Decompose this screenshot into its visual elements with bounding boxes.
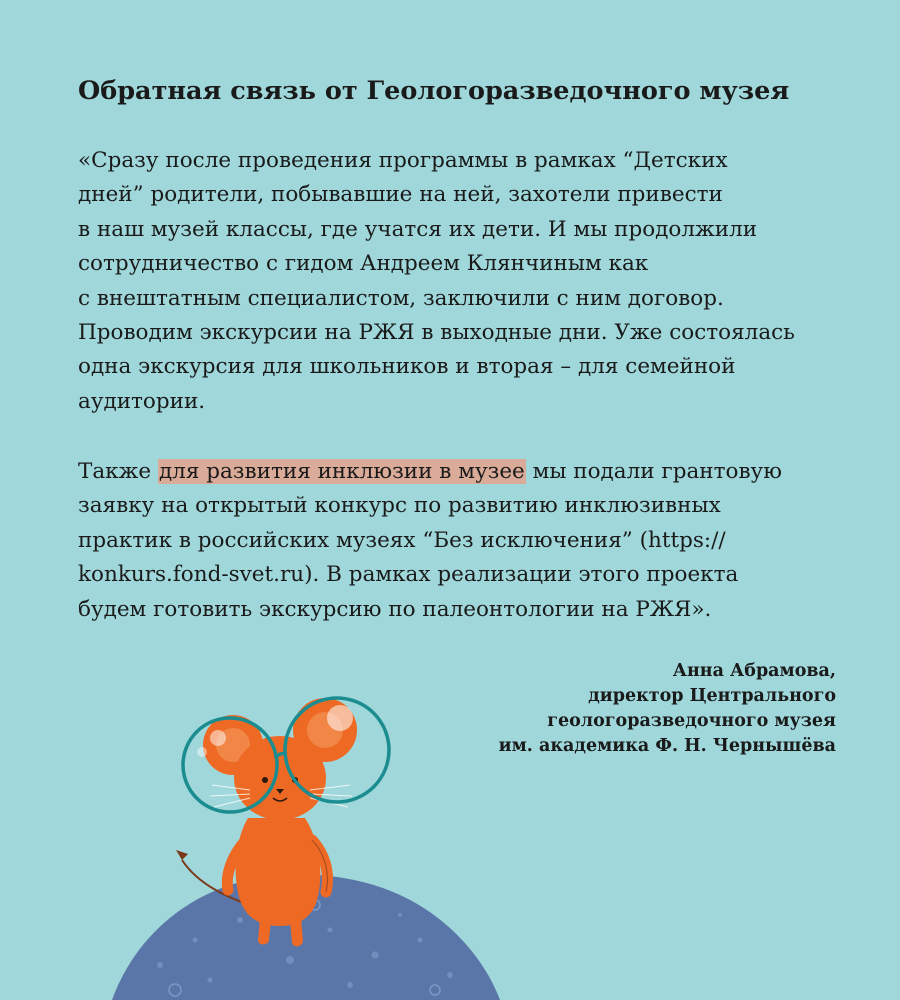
text-run: Также <box>78 459 158 484</box>
paragraph-line: Проводим экскурсии на РЖЯ в выходные дни. Уже состоялась <box>78 320 795 346</box>
quote-paragraph-1 <box>78 144 795 419</box>
paragraph-line: «Сразу после проведения программы в рамках “Детских <box>78 148 728 173</box>
paragraph-line: практик в российских музеях “Без исключения” (https:// <box>78 527 726 553</box>
text-run: мы подали грантовую <box>525 459 782 484</box>
highlighted-phrase: для развития инклюзии в музее <box>158 459 525 484</box>
paragraph-line: одна экскурсия для школьников и вторая – для семейной <box>78 354 736 380</box>
mouse-on-rock-illustration <box>100 690 500 1000</box>
author-title: директор Центрального <box>588 686 836 706</box>
author-title: геологоразведочного музея <box>547 711 836 731</box>
quote-paragraph-2 <box>78 455 782 627</box>
paragraph-line: konkurs.fond-svet.ru). В рамках реализации этого проекта <box>78 562 739 588</box>
paragraph-line: будем готовить экскурсию по палеонтологии на РЖЯ». <box>78 596 712 622</box>
paragraph-line <box>78 455 782 489</box>
paragraph-line: в наш музей классы, где учатся их дети. И мы продолжили <box>78 216 758 242</box>
paragraph-line: аудитории. <box>78 388 206 414</box>
paragraph-line: с внештатным специалистом, заключили с ним договор. <box>78 285 724 311</box>
author-title: им. академика Ф. Н. Чернышёва <box>498 736 836 756</box>
author-signature <box>499 659 836 759</box>
author-name: Анна Абрамова, <box>672 661 836 681</box>
paragraph-line: заявку на открытый конкурс по развитию инклюзивных <box>78 493 721 519</box>
paragraph-line: дней” родители, побывавшие на ней, захотели привести <box>78 182 723 208</box>
body <box>236 818 321 926</box>
paragraph-line: сотрудничество с гидом Андреем Клянчиным как <box>78 251 649 277</box>
page-title: Обратная связь от Геологоразведочного музея <box>78 76 790 106</box>
